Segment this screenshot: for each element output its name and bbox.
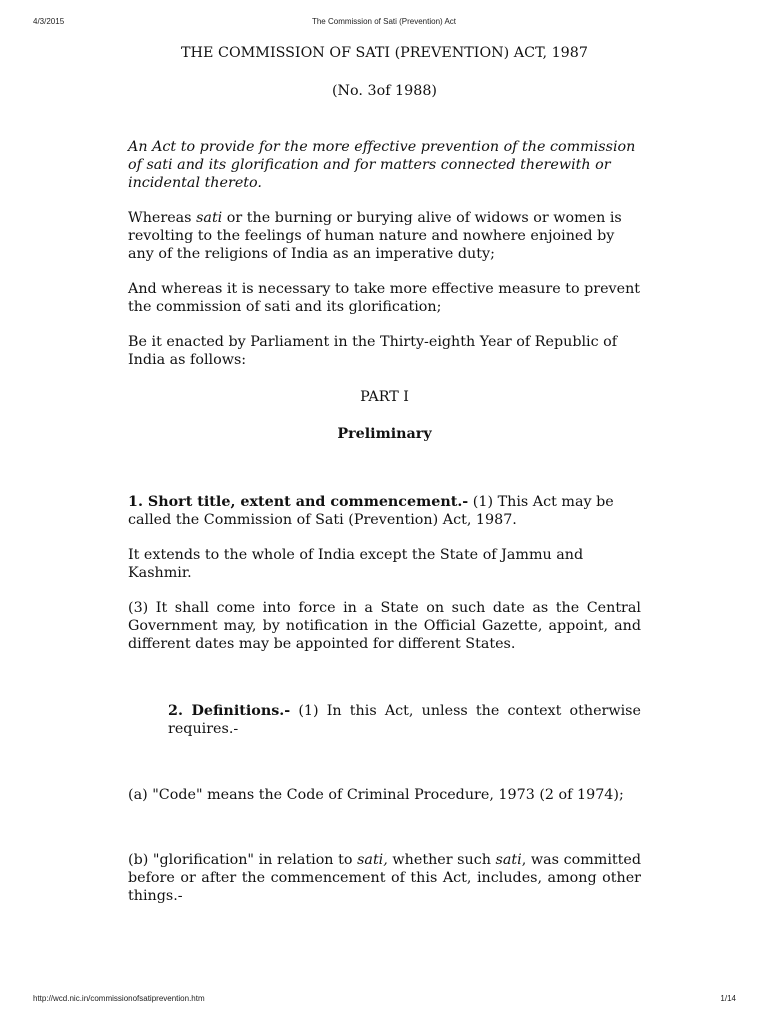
clause-b-text-rest: , was committed before or after the commencement of this Act, includes, among other things.- [128, 852, 641, 904]
act-number: (No. 3of 1988) [331, 83, 438, 99]
whereas-paragraph-1 [128, 209, 641, 263]
document-body [128, 40, 641, 905]
part-heading: PART I [360, 389, 409, 405]
section-1-paragraph [128, 493, 641, 529]
whereas-1-text-rest: or the burning or burying alive of widows or women is revolting to the feelings of human nature and nowhere enjoined by any of the religions of India as an imperative duty; [128, 210, 622, 262]
print-date: 4/3/2015 [33, 17, 65, 26]
clause-b-emphasis-1: sati, [357, 852, 388, 868]
section-2-heading: 2. Definitions.- [168, 703, 291, 719]
clause-a: (a) "Code" means the Code of Criminal Procedure, 1973 (2 of 1974); [128, 787, 624, 803]
section-1-heading: 1. Short title, extent and commencement.- [128, 494, 469, 510]
whereas-paragraph-2: And whereas it is necessary to take more effective measure to prevent the commission of sati and its glorification; [128, 281, 641, 315]
print-header [0, 17, 768, 29]
enactment-clause: Be it enacted by Parliament in the Thirty-eighth Year of Republic of India as follows: [128, 334, 618, 368]
preamble: An Act to provide for the more effective prevention of the commission of sati and its glorification and for matters connected therewith or incidental thereto. [128, 139, 636, 191]
whereas-1-text: Whereas [128, 210, 197, 226]
whereas-1-emphasis: sati [196, 210, 223, 226]
clause-b-text: (b) "glorification" in relation to [128, 852, 358, 868]
clause-b-emphasis-2: sati [495, 852, 522, 868]
clause-b-text-mid: whether such [387, 852, 496, 868]
print-source-url: http://wcd.nic.in/commissionofsatiprevention.htm [33, 994, 205, 1003]
section-1-extent: It extends to the whole of India except the State of Jammu and Kashmir. [128, 547, 584, 581]
print-page-number: 1/14 [720, 994, 736, 1003]
act-title: THE COMMISSION OF SATI (PREVENTION) ACT, 1987 [181, 45, 588, 61]
section-2-paragraph [168, 702, 641, 738]
print-page-title: The Commission of Sati (Prevention) Act [311, 17, 457, 26]
section-1-commencement: (3) It shall come into force in a State on such date as the Central Government may, by notification in the Official Gazette, appoint, and different dates may be appointed for different States. [128, 600, 641, 652]
section-2-text: (1) In this Act, unless the context otherwise requires.- [168, 703, 641, 737]
part-title: Preliminary [337, 426, 432, 442]
print-footer [0, 994, 768, 1006]
section-1-text: (1) This Act may be called the Commission of Sati (Prevention) Act, 1987. [128, 494, 614, 528]
clause-b [128, 851, 641, 905]
